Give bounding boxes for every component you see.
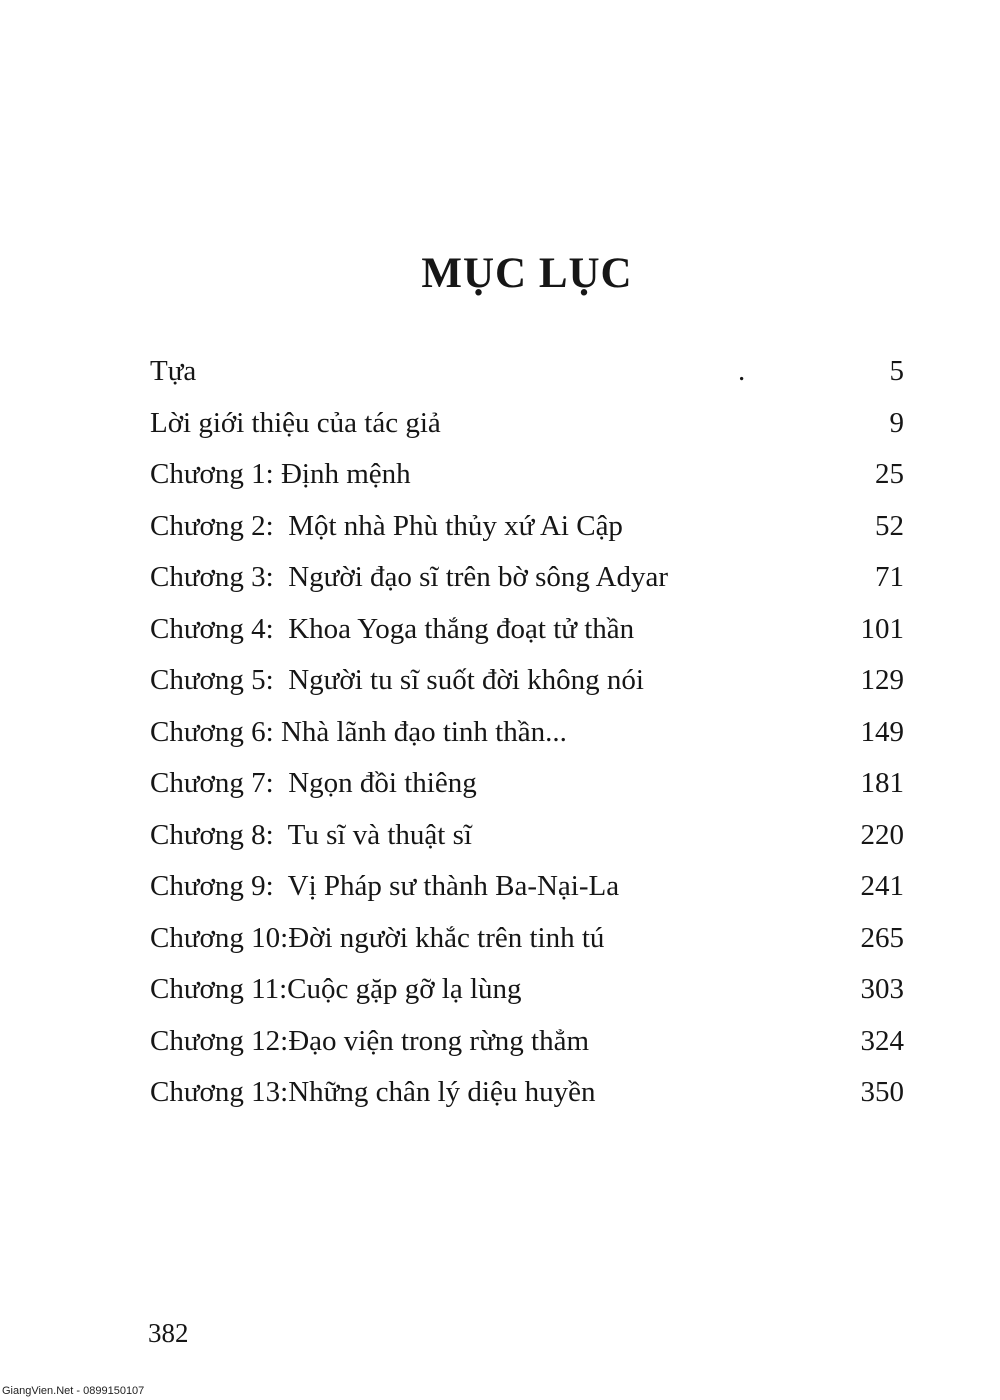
toc-entry-page: 149 [860,715,904,748]
toc-entry [0,758,1000,810]
toc-entry-label: Chương 7: Ngọn đồi thiêng [150,767,477,799]
toc-entry-label: Chương 10:Đời người khắc trên tinh tú [150,921,605,954]
toc-entry-page: 220 [860,818,904,851]
toc-entry-page: 181 [860,767,904,799]
toc-entry [0,552,1000,604]
toc-entry-label: Chương 2: Một nhà Phù thủy xứ Ai Cập [150,509,623,542]
toc-entry-page: 25 [875,458,904,490]
toc-entry-page: 5 [889,355,904,387]
toc-entry [0,449,1000,501]
toc-entry [0,810,1000,862]
toc-entry-label: Chương 3: Người đạo sĩ trên bờ sông Adyar [150,561,669,593]
toc-entry-page: 101 [860,612,904,645]
toc-entry [0,964,1000,1016]
toc-entry-page: 241 [860,870,904,902]
toc-entry-page: 265 [860,921,904,954]
toc-entry-label: Chương 13:Những chân lý diệu huyền [150,1076,596,1108]
toc-entry-label: Tựa [150,355,197,387]
toc-entry-label: Chương 1: Định mệnh [150,458,411,490]
table-of-contents [0,346,1000,1119]
toc-entry-label: Chương 8: Tu sĩ và thuật sĩ [150,818,472,851]
toc-entry-page: 9 [889,406,904,439]
page-title: MỤC LỤC [421,250,633,297]
leader-dot: . [738,355,746,387]
toc-entry-page: 303 [860,973,904,1005]
page-number: 382 [148,1318,189,1348]
toc-entry [0,1016,1000,1068]
toc-entry [0,501,1000,553]
watermark-footer: GiangVien.Net - 0899150107 [2,1385,145,1397]
toc-entry [0,913,1000,965]
toc-entry-label: Chương 5: Người tu sĩ suốt đời không nói [150,664,644,696]
toc-entry [0,655,1000,707]
toc-entry-page: 350 [860,1076,904,1108]
toc-entry-label: Chương 11:Cuộc gặp gỡ lạ lùng [150,973,522,1005]
toc-entry [0,707,1000,759]
toc-entry-page: 129 [860,664,904,696]
toc-entry [0,861,1000,913]
toc-entry-page: 52 [875,509,904,542]
toc-entry [0,398,1000,450]
toc-entry [0,346,1000,398]
toc-entry-page: 324 [860,1024,904,1057]
toc-entry-page: 71 [875,561,904,593]
toc-entry-label: Chương 4: Khoa Yoga thắng đoạt tử thần [150,612,635,645]
toc-entry [0,1067,1000,1119]
toc-entry-label: Chương 12:Đạo viện trong rừng thẳm [150,1024,590,1057]
toc-entry [0,604,1000,656]
toc-entry-label: Chương 9: Vị Pháp sư thành Ba-Nại-La [150,870,620,902]
toc-entry-label: Lời giới thiệu của tác giả [150,406,441,439]
toc-entry-label: Chương 6: Nhà lãnh đạo tinh thần... [150,715,567,748]
